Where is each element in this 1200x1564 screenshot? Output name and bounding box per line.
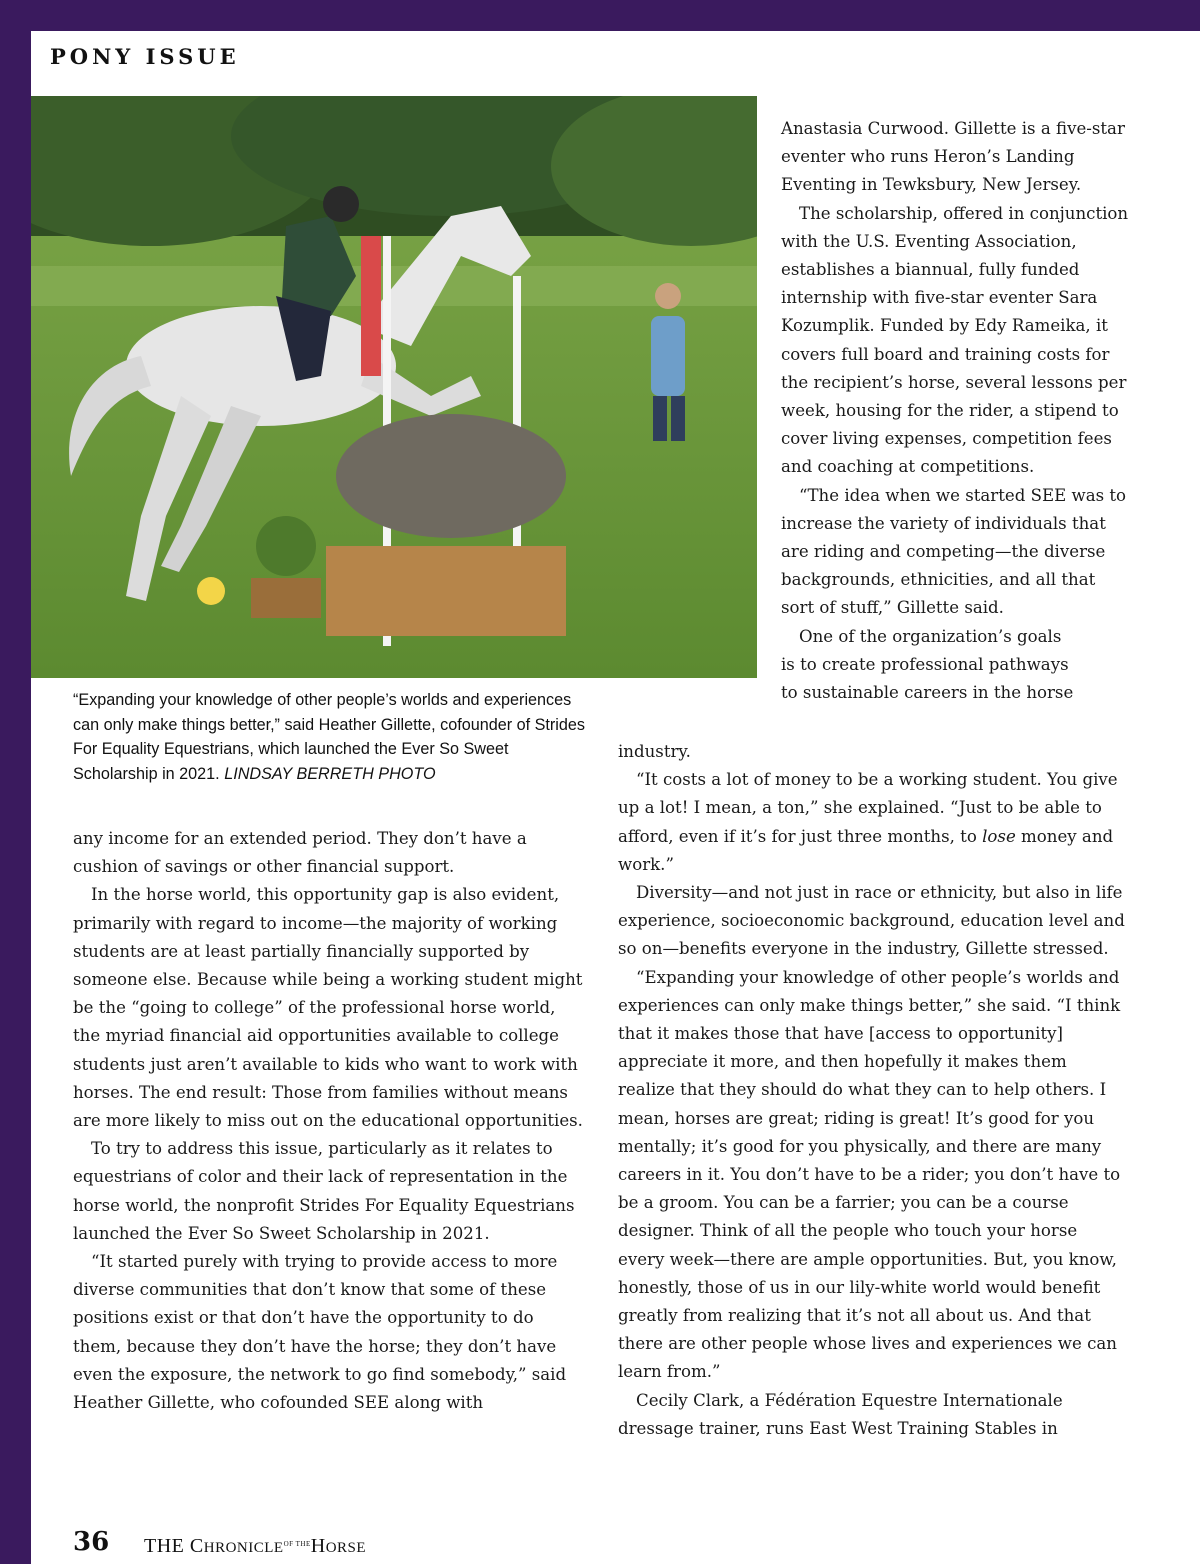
paragraph-goals-end: industry. xyxy=(618,742,691,761)
paragraph: “Expanding your knowledge of other people’s worlds and experiences can only make things better,” she said. “I think that it makes those that have [access to opportunity] appreciate it more, and then hopefully it makes them realize that they should do what they can to help others. I mean, horses are great; riding is great! It’s good for you mentally; it’s good for you physically, and there are many careers in it. You don’t have to be a rider; you don’t have to be a groom. You can be a farrier; you can be a course designer. Think of all the people who touch your horse every week—there are ample opportunities. But, you know, honestly, those of us in our lily-white world would benefit greatly from realizing that it’s not all about us. And that there are other people whose lives and experiences we can learn from.” xyxy=(618,967,1121,1382)
mag-hronicle: HRONICLE xyxy=(203,1540,284,1556)
paragraph: “It started purely with trying to provide access to more diverse communities that don’t know that some of these positions exist or that don’t have the opportunity to do them, because they don’t have the horse; they don’t have even the exposure, the network to go find somebody,” said Heather Gillette, who cofounded SEE along with xyxy=(73,1252,567,1413)
paragraph: Anastasia Curwood. Gillette is a five-star eventer who runs Heron’s Landing Eventing in Tewksbury, New Jersey. xyxy=(781,119,1125,195)
horse-jumping-photo xyxy=(31,96,757,678)
mag-the: THE xyxy=(144,1535,185,1557)
photo-caption xyxy=(73,688,593,786)
mag-c: C xyxy=(189,1535,204,1557)
photo-illustration xyxy=(31,96,757,678)
paragraph: “The idea when we started SEE was to increase the variety of individuals that are riding and competing—the diverse backgrounds, ethnicities, and all that sort of stuff,” Gillette said. xyxy=(781,485,1127,618)
money-emphasis: lose xyxy=(982,826,1016,846)
paragraph: Cecily Clark, a Fédération Equestre Internationale dressage trainer, runs East West Training Stables in xyxy=(618,1390,1063,1438)
paragraph-money xyxy=(618,766,1128,879)
paragraph: To try to address this issue, particularly as it relates to equestrians of color and their lack of representation in the horse world, the nonprofit Strides For Equality Equestrians launched the Ever So Sweet Scholarship in 2021. xyxy=(73,1139,575,1243)
paragraph-goals-line-3: to sustainable careers in the horse xyxy=(781,683,1074,703)
page-number: 36 xyxy=(73,1527,110,1557)
top-border xyxy=(0,0,1200,31)
paragraph: Diversity—and not just in race or ethnicity, but also in life experience, socioeconomic background, education level and so on—benefits everyone in the industry, Gillette stressed. xyxy=(618,883,1125,959)
paragraph: In the horse world, this opportunity gap is also evident, primarily with regard to income—the majority of working students are at least partially financially supported by someone else. Because while being a working student might be the “going to college” of the professional horse world, the myriad financial aid opportunities available to college students just aren’t available to kids who want to work with horses. The end result: Those from families without means are more likely to miss out on the educational opportunities. xyxy=(73,885,583,1131)
mag-orse: ORSE xyxy=(325,1540,367,1556)
paragraph-goals-line-2: is to create professional pathways xyxy=(781,654,1069,674)
money-text-b: money and work.” xyxy=(618,826,1114,874)
photo-credit: LINDSAY BERRETH PHOTO xyxy=(224,764,436,783)
mag-of-the: OF THE xyxy=(283,1540,311,1548)
magazine-name xyxy=(144,1535,366,1558)
article-column-top-right xyxy=(781,115,1131,707)
paragraph: The scholarship, offered in conjunction with the U.S. Eventing Association, establishes a biannual, fully funded internship with five-star eventer Sara Kozumplik. Funded by Edy Rameika, it covers full board and training costs for the recipient’s horse, several lessons per week, housing for the rider, a stipend to cover living expenses, competition fees and coaching at competitions. xyxy=(781,203,1129,477)
article-column-left xyxy=(73,825,583,1417)
caption-text: “Expanding your knowledge of other people’s worlds and experiences can only make things better,” said Heather Gillette, cofounder of Strides For Equality Equestrians, which launched the Ever So Sweet Scholarship in 2021. xyxy=(73,691,585,783)
paragraph-goals-line-1: One of the organization’s goals xyxy=(799,626,1062,646)
money-text-a: “It costs a lot of money to be a working student. You give up a lot! I mean, a ton,” she explained. “Just to be able to afford, even if it’s for just three months, to xyxy=(618,770,1118,846)
paragraph: any income for an extended period. They don’t have a cushion of savings or other financial support. xyxy=(73,829,527,877)
section-label: PONY ISSUE xyxy=(50,44,240,69)
mag-h: H xyxy=(310,1535,326,1557)
article-column-right xyxy=(618,738,1128,1443)
